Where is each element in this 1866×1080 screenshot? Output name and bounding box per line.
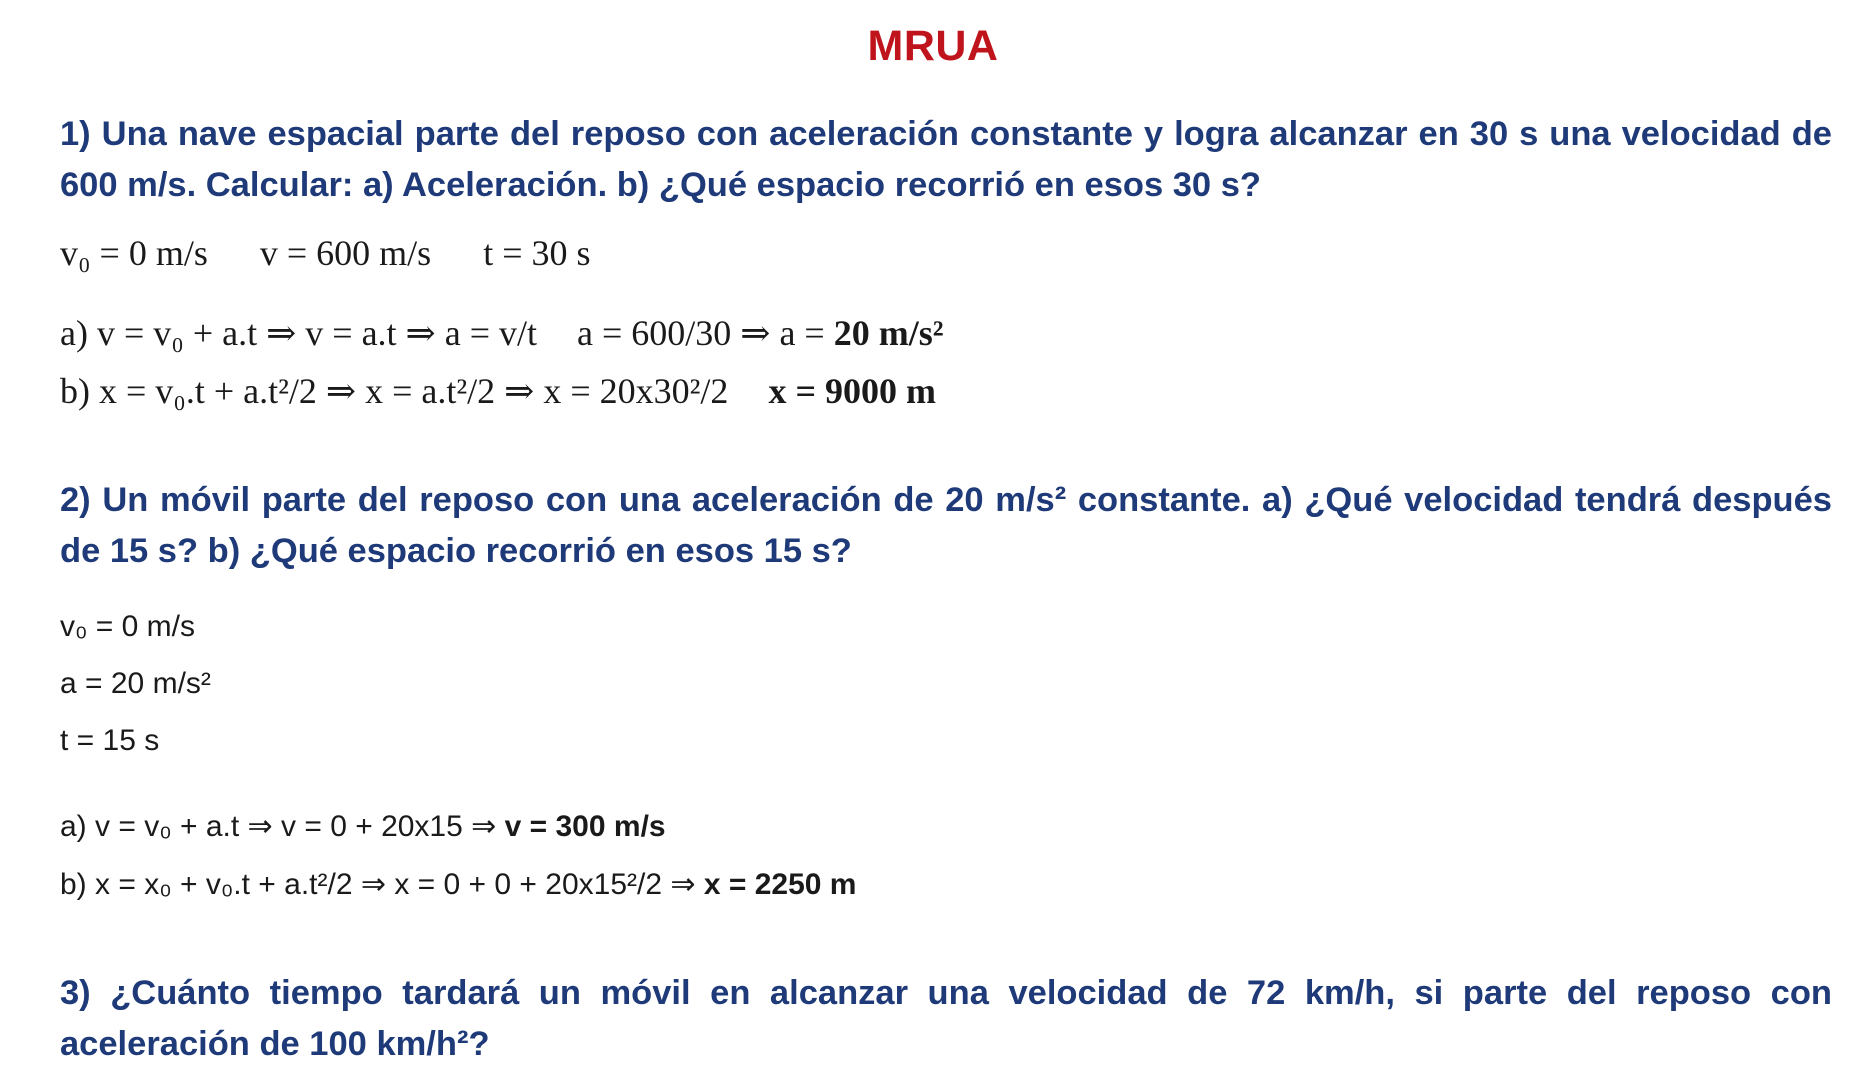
problem-2-given-t: t = 15 s [60, 724, 160, 757]
problem-2-statement: 2) Un móvil parte del reposo con una aceleración de 20 m/s² constante. a) ¿Qué velocidad tendrá después de 15 s? b) ¿Qué espacio recorrió en esos 15 s? [60, 481, 1832, 570]
problem-1-statement: 1) Una nave espacial parte del reposo con aceleración constante y logra alcanzar en 30 s una velocidad de 600 m/s. Calcular: a) Aceleración. b) ¿Qué espacio recorrió en esos 30 s? [60, 115, 1832, 204]
problem-2-given-v0: v₀ = 0 m/s [60, 610, 195, 643]
problem-1-part-b-steps: b) x = v₀.t + a.t²/2 ⇒ x = a.t²/2 ⇒ x = 20x30²/2 [60, 371, 729, 411]
problem-1-part-a [60, 312, 944, 354]
problem-2-given-a: a = 20 m/s² [60, 667, 211, 700]
problem-2-part-a-steps: a) v = v₀ + a.t ⇒ v = 0 + 20x15 ⇒ [60, 810, 497, 843]
problem-1-part-b-result: x = 9000 m [768, 371, 936, 411]
problem-1-part-b [60, 370, 936, 412]
problem-1-part-a-calc: a = 600/30 ⇒ a = [577, 313, 825, 353]
problem-3-statement: 3) ¿Cuánto tiempo tardará un móvil en alcanzar una velocidad de 72 km/h, si parte del reposo con aceleración de 100 km/h²? [60, 974, 1832, 1063]
problem-1-part-a-result: 20 m/s² [833, 313, 944, 353]
problem-2-part-a-result: v = 300 m/s [504, 810, 666, 843]
problem-2-part-b-steps: b) x = x₀ + v₀.t + a.t²/2 ⇒ x = 0 + 0 + 20x15²/2 ⇒ [60, 868, 696, 901]
problem-2-part-a [60, 809, 666, 844]
problem-2-part-b [60, 867, 856, 902]
problem-1-given-v0: v₀ = 0 m/s [60, 233, 208, 273]
problem-2-part-b-result: x = 2250 m [703, 868, 857, 901]
page-title: MRUA [867, 22, 999, 70]
problem-1-given-t: t = 30 s [483, 233, 591, 273]
problem-1-given-values [60, 232, 591, 274]
problem-1-given-v: v = 600 m/s [259, 233, 432, 273]
problem-1-part-a-steps: a) v = v₀ + a.t ⇒ v = a.t ⇒ a = v/t [60, 313, 537, 353]
